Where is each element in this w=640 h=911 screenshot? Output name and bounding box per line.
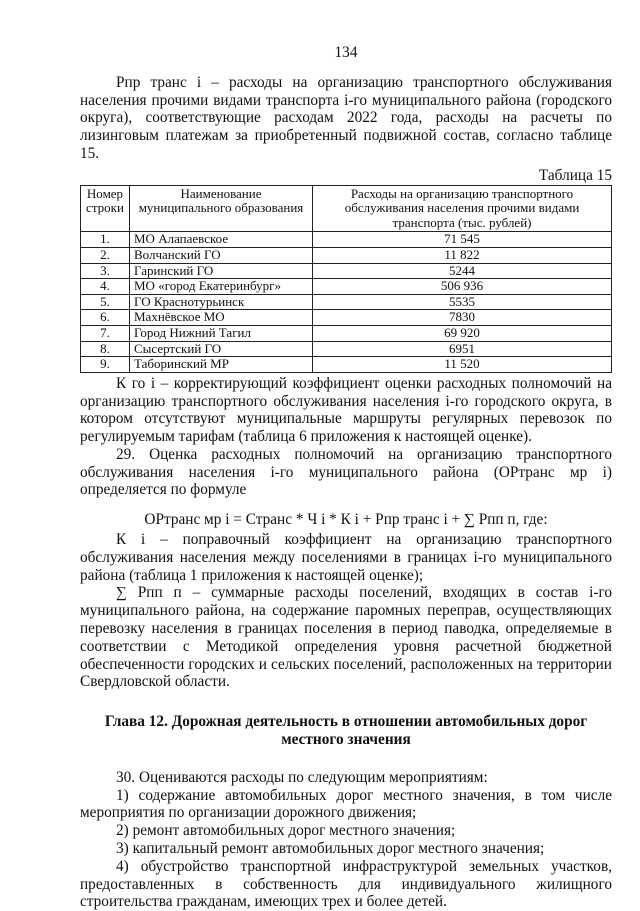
table-caption: Таблица 15 <box>538 166 612 184</box>
paragraph-rpp-definition: ∑ Рпп п – суммарные расходы поселений, входящих в состав i-го муниципального района, на содержание паромных переправ, осуществляющих перевозку населения в границах поселения в период паводка, определяемые в соответствии с Методикой определения уровня расчетной бюджетной обеспеченности городских и сельских поселений, расположенных на территории Свердловской области. <box>80 584 612 691</box>
list-item: 3) капитальный ремонт автомобильных дорог местного значения; <box>116 840 545 858</box>
page-number: 134 <box>334 44 358 61</box>
header-row-number: Номер строки <box>81 185 130 232</box>
row-number: 2. <box>81 247 130 263</box>
list-item: 4) обустройство транспортной инфраструктурой земельных участков, предоставленных в собственность для индивидуального жилищного строительства гражданам, имеющих трех и более детей. <box>80 857 612 911</box>
expense-value: 5535 <box>313 294 612 310</box>
paragraph-30: 30. Оцениваются расходы по следующим мероприятиям: <box>116 768 488 786</box>
table-row <box>81 232 612 248</box>
expenses-table <box>80 185 612 373</box>
table-row <box>81 279 612 295</box>
row-number: 4. <box>81 279 130 295</box>
municipality-name: ГО Краснотурьинск <box>130 294 313 310</box>
expense-value: 69 920 <box>313 325 612 341</box>
paragraph-29: 29. Оценка расходных полномочий на организацию транспортного обслуживания населения i-го муниципального района (ОРтранс мр i) определяется по формуле <box>80 445 612 499</box>
list-item: 2) ремонт автомобильных дорог местного значения; <box>116 822 456 840</box>
row-number: 9. <box>81 357 130 373</box>
table-row <box>81 310 612 326</box>
municipality-name: МО Алапаевское <box>130 232 313 248</box>
header-expenses: Расходы на организацию транспортного обслуживания населения прочими видами транспорта (тыс. рублей) <box>313 185 612 232</box>
chapter-title: Глава 12. Дорожная деятельность в отношении автомобильных дорог местного значения <box>104 713 588 749</box>
expense-value: 11 822 <box>313 247 612 263</box>
table-row <box>81 263 612 279</box>
table-row <box>81 325 612 341</box>
row-number: 8. <box>81 341 130 357</box>
row-number: 6. <box>81 310 130 326</box>
expense-value: 71 545 <box>313 232 612 248</box>
table-row <box>81 247 612 263</box>
paragraph-rpr-definition: Рпр транс i – расходы на организацию транспортного обслуживания населения прочими видами транспорта i-го муниципального района (городского округа), соответствующие расходам 2022 года, расходы на расчеты по лизинговым платежам за приобретенный подвижной состав, согласно таблице 15. <box>80 73 612 162</box>
expense-value: 5244 <box>313 263 612 279</box>
list-item: 1) содержание автомобильных дорог местного значения, в том числе мероприятия по организации дорожного движения; <box>80 786 612 822</box>
paragraph-ki-definition: К i – поправочный коэффициент на организацию транспортного обслуживания населения между поселениями в границах i-го муниципального района (таблица 1 приложения к настоящей оценке); <box>80 531 612 584</box>
row-number: 3. <box>81 263 130 279</box>
municipality-name: Гаринский ГО <box>130 263 313 279</box>
formula: ОРтранс мр i = Странс * Ч i * К i + Рпр транс i + ∑ Рпп п, где: <box>144 511 548 529</box>
table-header-row <box>81 185 612 232</box>
municipality-name: Таборинский МР <box>130 357 313 373</box>
row-number: 1. <box>81 232 130 248</box>
municipality-name: Сысертский ГО <box>130 341 313 357</box>
municipality-name: Город Нижний Тагил <box>130 325 313 341</box>
expense-value: 6951 <box>313 341 612 357</box>
row-number: 5. <box>81 294 130 310</box>
table-row <box>81 341 612 357</box>
paragraph-kgo-definition: К го i – корректирующий коэффициент оценки расходных полномочий на организацию транспортного обслуживания населения i-го городского округа, в котором отсутствуют муниципальные маршруты регулярных перевозок по регулируемым тарифам (таблица 6 приложения к настоящей оценке). <box>80 374 612 446</box>
municipality-name: Волчанский ГО <box>130 247 313 263</box>
table-row <box>81 357 612 373</box>
table-row <box>81 294 612 310</box>
row-number: 7. <box>81 325 130 341</box>
expense-value: 11 520 <box>313 357 612 373</box>
expense-value: 506 936 <box>313 279 612 295</box>
municipality-name: Махнёвское МО <box>130 310 313 326</box>
expense-value: 7830 <box>313 310 612 326</box>
municipality-name: МО «город Екатеринбург» <box>130 279 313 295</box>
header-municipality: Наименование муниципального образования <box>130 185 313 232</box>
